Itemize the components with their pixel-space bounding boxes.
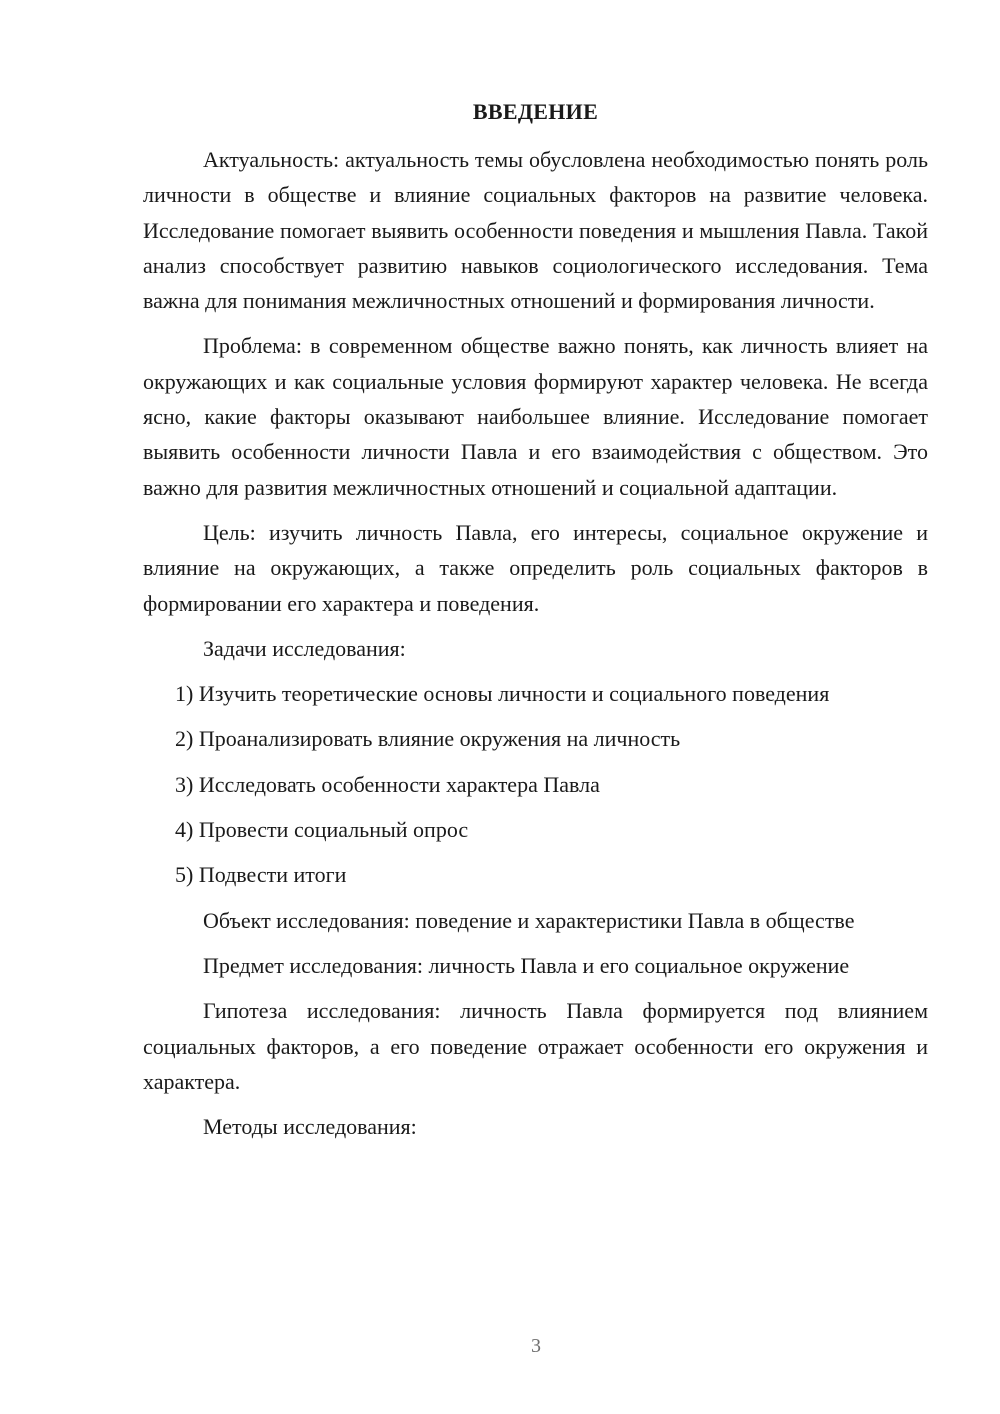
task-item: 1) Изучить теоретические основы личности и социального поведения [175,681,830,707]
task-item: 3) Исследовать особенности характера Павла [175,771,600,797]
page-content [143,96,928,1154]
page-number: 3 [531,1335,541,1357]
hypothesis-paragraph: Гипотеза исследования: личность Павла формируется под влиянием социальных факторов, а его поведение отражает особенности его окружения и характера. [143,998,928,1094]
task-item: 2) Проанализировать влияние окружения на личность [175,726,681,752]
object-paragraph: Объект исследования: поведение и характеристики Павла в обществе [203,907,855,933]
task-item: 5) Подвести итоги [175,862,347,888]
problem-paragraph: Проблема: в современном обществе важно понять, как личность влияет на окружающих и как социальные условия формируют характер человека. Не всегда ясно, какие факторы оказывают наибольшее влияние. Исследование помогает выявить особенности личности Павла и его взаимодействия с обществом. Это важно для развития межличностных отношений и социальной адаптации. [143,333,928,500]
methods-heading: Методы исследования: [203,1114,417,1140]
task-item: 4) Провести социальный опрос [175,817,469,843]
goal-paragraph: Цель: изучить личность Павла, его интересы, социальное окружение и влияние на окружающих, а также определить роль социальных факторов в формировании его характера и поведения. [143,519,928,616]
tasks-list [143,676,928,892]
page-title: ВВЕДЕНИЕ [472,99,599,124]
relevance-paragraph: Актуальность: актуальность темы обусловлена необходимостью понять роль личности в обществе и влияние социальных факторов на развитие человека. Исследование помогает выявить особенности поведения и мышления Павла. Такой анализ способствует развитию навыков социологического исследования. Тема важна для понимания межличностных отношений и формирования личности. [143,147,928,314]
tasks-heading: Задачи исследования: [203,635,406,661]
subject-paragraph: Предмет исследования: личность Павла и его социальное окружение [203,952,850,978]
